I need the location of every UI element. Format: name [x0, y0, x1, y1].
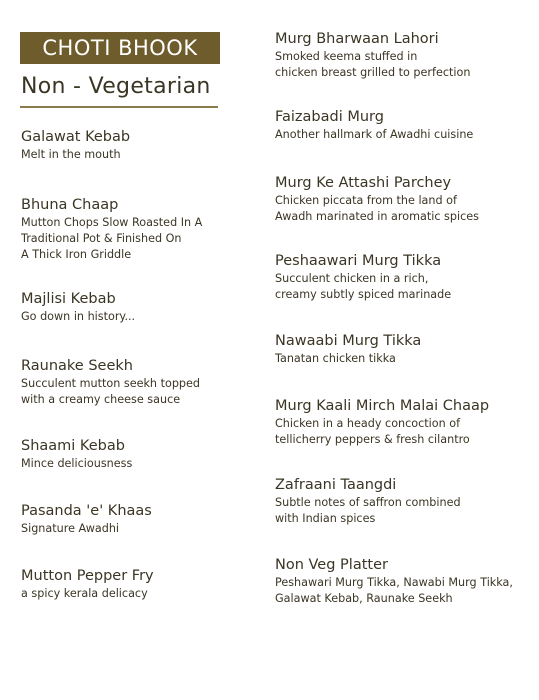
menu-item-desc: with Indian spices — [275, 512, 376, 525]
menu-item-name: Nawaabi Murg Tikka — [275, 333, 422, 349]
menu-item-desc: chicken breast grilled to perfection — [275, 66, 471, 79]
menu-item-desc: Signature Awadhi — [21, 522, 120, 535]
menu-item — [21, 196, 271, 263]
menu-item-desc: A Thick Iron Griddle — [21, 248, 132, 261]
menu-item-desc: Succulent chicken in a rich, — [275, 272, 429, 285]
menu-item — [21, 567, 271, 602]
menu-item — [275, 556, 535, 607]
menu-item-name: Pasanda 'e' Khaas — [21, 503, 152, 519]
menu-item-name: Zafraani Taangdi — [275, 477, 397, 493]
menu-item-desc: Awadh marinated in aromatic spices — [275, 210, 479, 223]
menu-item-desc: Mutton Chops Slow Roasted In A — [21, 216, 203, 229]
section-title: Non - Vegetarian — [21, 74, 211, 99]
menu-item-name: Non Veg Platter — [275, 557, 388, 573]
menu-item-name: Galawat Kebab — [21, 129, 131, 145]
menu-item-name: Murg Ke Attashi Parchey — [275, 175, 452, 191]
menu-item — [275, 476, 535, 527]
menu-item — [275, 332, 535, 367]
section-title-underline — [20, 106, 218, 108]
menu-item-desc: Go down in history... — [21, 310, 136, 323]
menu-item-desc: Peshawari Murg Tikka, Nawabi Murg Tikka, — [275, 576, 513, 589]
menu-item — [21, 502, 271, 537]
menu-item — [275, 108, 535, 143]
menu-item-name: Majlisi Kebab — [21, 291, 116, 307]
menu-item-name: Murg Kaali Mirch Malai Chaap — [275, 398, 490, 414]
menu-item-desc: Another hallmark of Awadhi cuisine — [275, 128, 474, 141]
menu-item — [275, 397, 535, 448]
menu-item — [21, 437, 271, 472]
menu-item-desc: Melt in the mouth — [21, 148, 121, 161]
menu-item-desc: Galawat Kebab, Raunake Seekh — [275, 592, 453, 605]
menu-item-desc: tellicherry peppers & fresh cilantro — [275, 433, 470, 446]
menu-item — [21, 128, 271, 163]
menu-item-desc: Smoked keema stuffed in — [275, 50, 418, 63]
menu-item-name: Raunake Seekh — [21, 358, 133, 374]
menu-item — [275, 252, 535, 303]
menu-item — [21, 290, 271, 325]
banner-title: CHOTI BHOOK — [42, 36, 198, 60]
menu-item-desc: Traditional Pot & Finished On — [21, 232, 182, 245]
menu-item — [275, 30, 535, 81]
menu-item-name: Bhuna Chaap — [21, 197, 119, 213]
menu-item-name: Peshaawari Murg Tikka — [275, 253, 442, 269]
menu-item — [21, 357, 271, 408]
menu-item-desc: Chicken in a heady concoction of — [275, 417, 461, 430]
menu-item-name: Faizabadi Murg — [275, 109, 384, 125]
menu-item-desc: Chicken piccata from the land of — [275, 194, 457, 207]
menu-section-banner — [20, 32, 220, 64]
menu-item-desc: creamy subtly spiced marinade — [275, 288, 452, 301]
menu-item-desc: with a creamy cheese sauce — [21, 393, 181, 406]
menu-item-desc: Subtle notes of saffron combined — [275, 496, 461, 509]
menu-item-name: Mutton Pepper Fry — [21, 568, 154, 584]
menu-item-name: Shaami Kebab — [21, 438, 125, 454]
menu-item-desc: Mince deliciousness — [21, 457, 133, 470]
menu-item-desc: Succulent mutton seekh topped — [21, 377, 200, 390]
menu-item — [275, 174, 535, 225]
menu-item-name: Murg Bharwaan Lahori — [275, 31, 439, 47]
menu-item-desc: a spicy kerala delicacy — [21, 587, 148, 600]
menu-item-desc: Tanatan chicken tikka — [275, 352, 396, 365]
